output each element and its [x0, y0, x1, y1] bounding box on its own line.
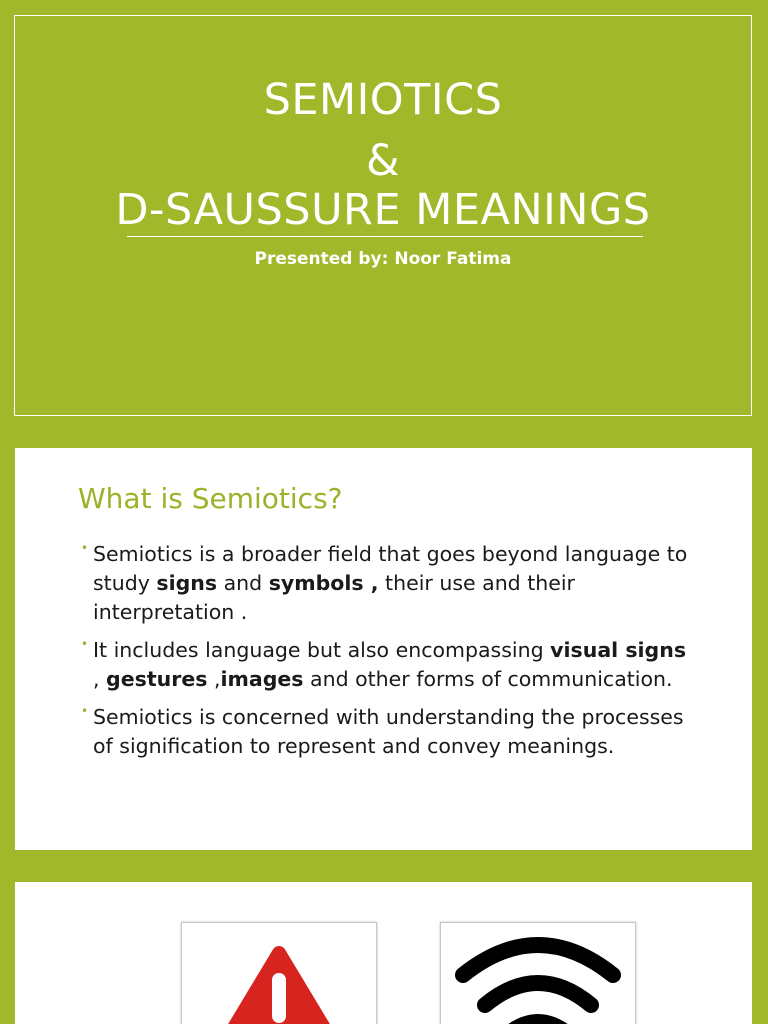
bullet-keyword: visual signs	[550, 638, 687, 662]
bullet-item	[77, 636, 697, 694]
content-slide	[15, 448, 752, 850]
bullet-text: ,	[93, 667, 107, 691]
presenter-text: Presented by: Noor Fatima	[254, 249, 512, 269]
bullet-text: and	[217, 571, 269, 595]
bullet-dot-icon: •	[81, 637, 89, 651]
wifi-image	[440, 922, 636, 1024]
bullet-text: Semiotics is a broader field that goes beyond language to study	[93, 542, 688, 595]
title-line-3: D-SAUSSURE MEANINGS	[115, 185, 651, 235]
bullet-text: Semiotics is concerned with understanding the processes of signification to represent and convey meanings.	[93, 705, 684, 758]
slide-heading: What is Semiotics?	[78, 482, 343, 515]
bullet-text: and other forms of communication.	[303, 667, 673, 691]
bullet-text: their use and their interpretation .	[93, 571, 575, 624]
bullet-dot-icon: •	[81, 541, 89, 555]
bullet-item	[77, 703, 697, 761]
wifi-icon	[441, 923, 635, 1024]
title-line-1: SEMIOTICS	[263, 75, 503, 125]
title-line-2: &	[365, 136, 401, 186]
bullet-text: It includes language but also encompassing	[93, 638, 551, 662]
bullet-keyword: gestures	[106, 667, 208, 691]
bullet-keyword: signs	[156, 571, 218, 595]
bullet-keyword: images	[220, 667, 304, 691]
title-underline	[127, 236, 643, 237]
bullet-dot-icon: •	[81, 704, 89, 718]
bullet-text: ,	[207, 667, 221, 691]
warning-triangle-icon	[182, 923, 376, 1024]
bullet-keyword: symbols ,	[268, 571, 379, 595]
title-slide	[14, 15, 752, 416]
bullet-item	[77, 540, 697, 627]
warning-image	[181, 922, 377, 1024]
image-slide	[15, 882, 752, 1024]
bullet-list	[77, 540, 697, 770]
